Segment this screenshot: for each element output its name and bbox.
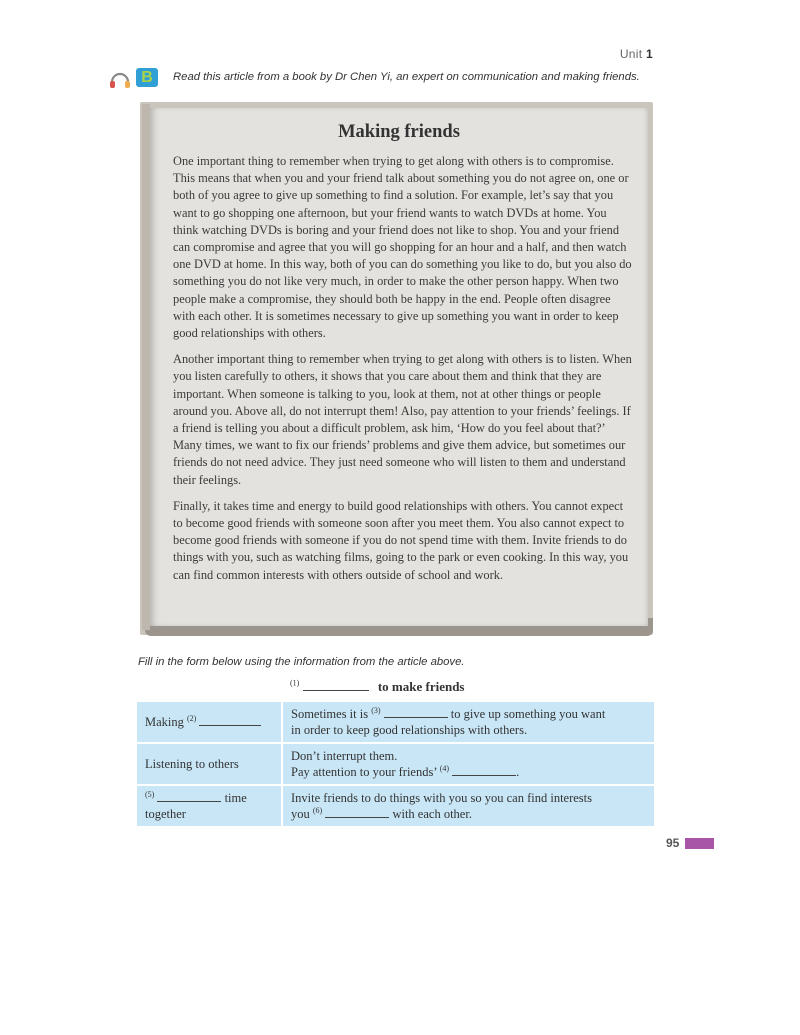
table-cell (137, 702, 282, 743)
page-number-accent-bar (685, 838, 714, 849)
answer-blank-1[interactable] (303, 680, 369, 691)
unit-text: Unit (619, 47, 643, 61)
form-title (290, 679, 465, 695)
blank-number: (2) (187, 713, 197, 723)
cell-text: in order to keep good relationships with others. (291, 723, 528, 737)
unit-number: 1 (646, 47, 653, 61)
article-paragraph: Another important thing to remember when trying to get along with others is to listen. When you listen carefully to others, it shows that you care about them and think that they are important. When someone is talking to you, look at them, not at other things or people around you. Above all, do not interrupt them! Also, pay attention to your friends’ feelings. If a friend is telling you about a difficult problem, ask him, ‘How do you feel about that?’ Many times, we want to fix our friends’ problems and give them advice, but sometimes our friends do not need advice. They just need someone who will listen to them and understand their feelings. (173, 352, 632, 487)
book-page-edge (142, 104, 150, 630)
table-row (137, 785, 654, 827)
cell-text: Don’t interrupt them. (291, 749, 398, 763)
blank-number: (1) (290, 678, 300, 688)
cell-text: Listening to others (145, 757, 239, 771)
answer-blank-5[interactable] (157, 791, 221, 802)
cell-text: . (516, 765, 520, 779)
cell-text: Invite friends to do things with you so you can find interests (291, 791, 593, 805)
form-instruction: Fill in the form below using the information from the article above. (138, 656, 465, 668)
table-cell (282, 743, 654, 785)
answer-blank-2[interactable] (199, 715, 261, 726)
table-cell (282, 785, 654, 827)
form-title-text: to make friends (377, 679, 465, 694)
cell-text: to give up something you want (450, 707, 606, 721)
table-cell (282, 702, 654, 743)
exercise-badge: B (136, 68, 158, 87)
cell-text: together (145, 807, 186, 821)
article-paragraph: Finally, it takes time and energy to build good relationships with others. You cannot expect to become good friends with someone soon after you meet them. You also cannot expect to become good friends with someone if you do not spend time with them. Invite friends to do things with you, such as watching films, going to the park or even cooking. In this way, you can find common interests with others outside of school and work. (173, 498, 629, 582)
exercise-instruction: Read this article from a book by Dr Chen Yi, an expert on communication and making friends. (173, 71, 640, 83)
unit-label (620, 47, 653, 61)
cell-text: Making (145, 715, 184, 729)
answer-blank-3[interactable] (384, 707, 448, 718)
article-body (173, 153, 635, 593)
article-paragraph: One important thing to remember when trying to get along with others is to compromise. This means that when you and your friend talk about something you do not agree on, one or both of you agree to give up something to find a solution. For example, let’s say that you want to go shopping one afternoon, but your friend wants to watch DVDs at home. You think watching DVDs is boring and your friend does not like to shop. You and your friend can compromise and agree that you will go shopping for an hour and a half, and then watch one DVD at home. In this way, both of you can do something you like to do, but you also do something you do not like very much, in order to make the other person happy. When two people make a compromise, they should both be happy in the end. People often disagree with each other. It is sometimes necessary to give up something you want in order to keep good relationships with others. (173, 154, 632, 341)
article-title: Making friends (338, 122, 460, 142)
cell-text: Sometimes it is (291, 707, 369, 721)
table-row (137, 702, 654, 743)
page-number: 95 (666, 836, 680, 850)
cell-text: Pay attention to your friends’ (291, 765, 437, 779)
table-cell (137, 785, 282, 827)
blank-number: (6) (312, 805, 323, 815)
table-cell (137, 743, 282, 785)
blank-number: (3) (371, 705, 381, 715)
blank-number: (4) (439, 763, 450, 773)
audio-headphones-icon[interactable] (108, 68, 132, 90)
cell-text: with each other. (392, 807, 472, 821)
answer-blank-4[interactable] (452, 765, 516, 776)
answer-blank-6[interactable] (325, 807, 389, 818)
cell-text: you (291, 807, 310, 821)
exercise-instruction-row (108, 66, 668, 90)
cell-text: time (224, 791, 247, 805)
answer-form-table (137, 702, 654, 828)
table-row (137, 743, 654, 785)
blank-number: (5) (145, 789, 155, 799)
